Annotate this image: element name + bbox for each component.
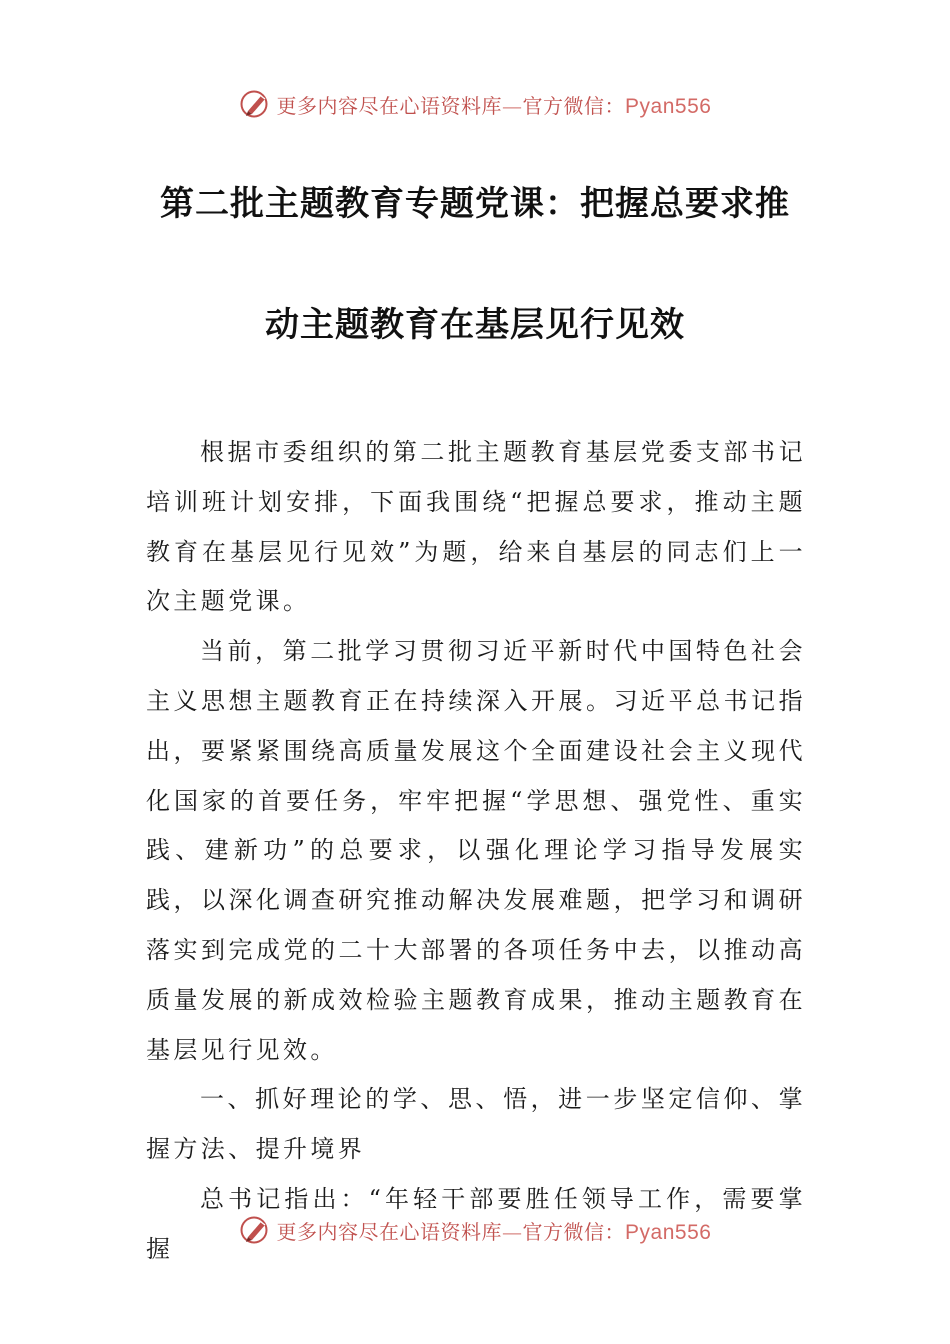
- paragraph: 根据市委组织的第二批主题教育基层党委支部书记培训班计划安排，下面我围绕“把握总要求，推动主题教育在基层见行见效”为题，给来自基层的同志们上一次主题党课。: [146, 438, 806, 616]
- watermark-header: [0, 84, 950, 124]
- watermark-footer: [0, 1210, 950, 1250]
- pen-logo-icon: [239, 87, 273, 121]
- section-heading: 一、抓好理论的学、思、悟，进一步坚定信仰、掌握方法、提升境界: [146, 1085, 806, 1164]
- document-body: [146, 428, 806, 1275]
- document-title-line-2: 动主题教育在基层见行见效: [265, 305, 685, 345]
- document-title-line-1: 第二批主题教育专题党课：把握总要求推: [160, 184, 790, 224]
- paragraph: 当前，第二批学习贯彻习近平新时代中国特色社会主义思想主题教育正在持续深入开展。习近平总书记指出，要紧紧围绕高质量发展这个全面建设社会主义现代化国家的首要任务，牢牢把握“学思想、强党性、重实践、建新功”的总要求，以强化理论学习指导发展实践，以深化调查研究推动解决发展难题，把学习和调研落实到完成党的二十大部署的各项任务中去，以推动高质量发展的新成效检验主题教育成果，推动主题教育在基层见行见效。: [146, 637, 806, 1064]
- watermark-text: 更多内容尽在心语资料库—官方微信：Pyan556: [276, 1219, 712, 1244]
- pen-logo-icon: [239, 1213, 273, 1247]
- paragraph: 总书记指出：“年轻干部要胜任领导工作，需要掌握: [146, 1184, 806, 1263]
- watermark-text: 更多内容尽在心语资料库—官方微信：Pyan556: [276, 93, 712, 118]
